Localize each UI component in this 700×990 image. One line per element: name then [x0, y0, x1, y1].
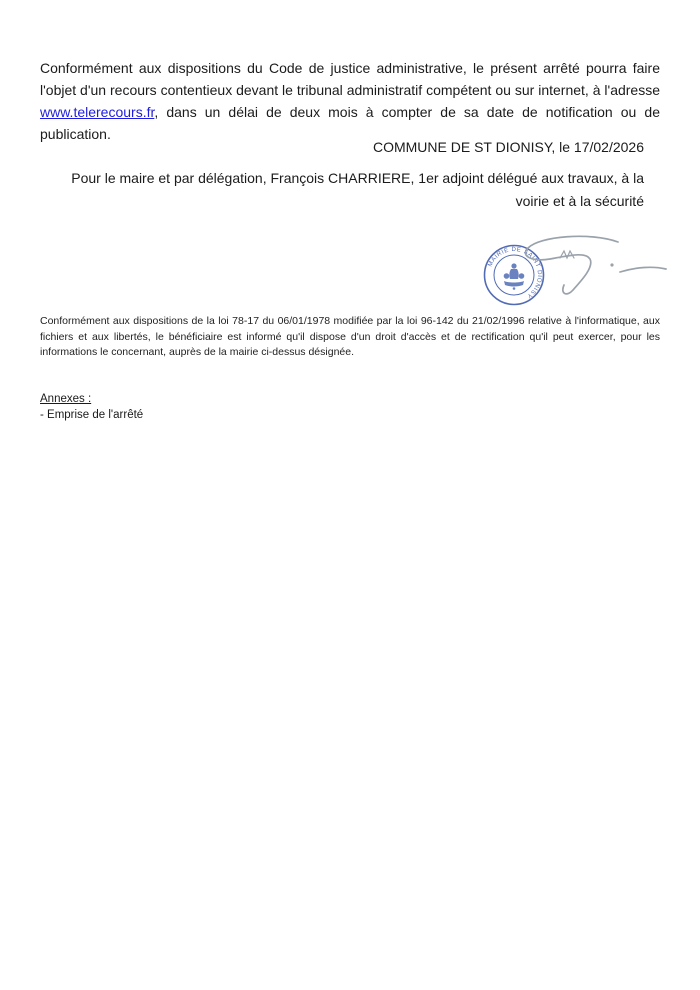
- annexes-section: [40, 392, 143, 423]
- recourse-paragraph: [40, 57, 660, 145]
- recourse-text-after-link: , dans un délai de deux mois à compter de sa date de notification ou de publication.: [40, 104, 660, 142]
- commune-seal-stamp-icon: [485, 246, 544, 305]
- commune-date-line: COMMUNE DE ST DIONISY, le 17/02/2026: [372, 139, 644, 155]
- annexes-item: - Emprise de l'arrêté: [40, 408, 144, 421]
- signature-block: [470, 228, 670, 313]
- privacy-law-notice: Conformément aux dispositions de la loi 78-17 du 06/01/1978 modifiée par la loi 96-142 du 21/02/1996 relative à l'informatique, aux fichiers et aux libertés, le bénéficiaire est informé qu'il dispose d'un droit d'accès et de rectification qu'il peut exercer, pour les informations le concernant, auprès de la mairie ci-dessus désignée.: [40, 315, 660, 359]
- delegation-signatory-line: Pour le maire et par délégation, François CHARRIERE, 1er adjoint délégué aux travaux, à la voirie et à la sécurité: [71, 170, 644, 209]
- recourse-text-before-link: Conformément aux dispositions du Code de justice administrative, le présent arrêté pourra faire l'objet d'un recours contentieux devant le tribunal administratif compétent ou sur internet, à l'adresse: [40, 60, 660, 98]
- telerecours-link[interactable]: www.telerecours.fr: [40, 104, 155, 120]
- handwritten-signature-icon: [525, 236, 666, 294]
- seal-ring-text: MAIRIE DE SAINT DIONISY: [486, 245, 544, 300]
- seal-emblem-icon: [504, 263, 525, 289]
- signature-and-stamp-graphic: [470, 228, 670, 313]
- annexes-heading: Annexes :: [40, 393, 92, 405]
